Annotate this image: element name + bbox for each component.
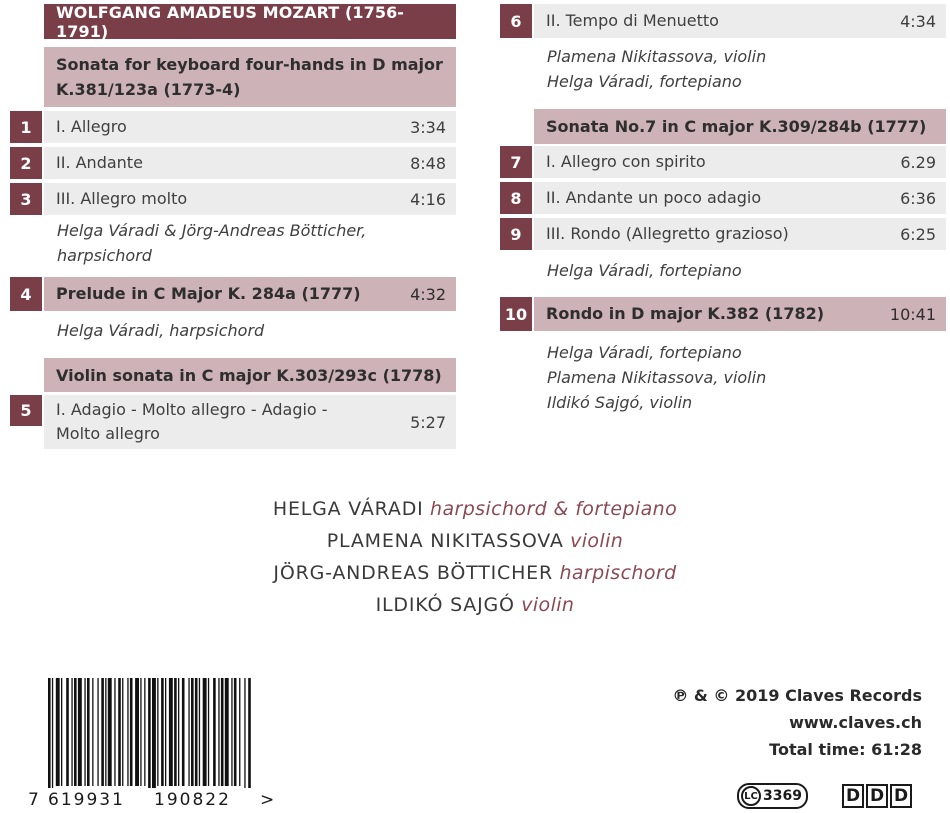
barcode-bar: [108, 678, 112, 786]
track-number: 7: [500, 146, 532, 178]
ddd-letter: D: [866, 784, 888, 808]
track-duration: 5:27: [410, 412, 446, 432]
track-title: III. Rondo (Allegretto grazioso): [546, 224, 789, 243]
track-number: 1: [10, 111, 42, 143]
barcode-bar: [213, 678, 216, 786]
track-title: III. Allegro molto: [56, 189, 188, 208]
artist-role: harpsichord & fortepiano: [430, 498, 678, 520]
barcode-bar: [178, 678, 179, 786]
track-number: 2: [10, 147, 42, 179]
barcode-bar: [122, 678, 123, 786]
barcode-bars: [28, 678, 278, 788]
artist-name: ILDIKÓ SAJGÓ: [375, 594, 515, 616]
barcode-bar: [157, 678, 158, 786]
track-duration: 6:25: [900, 224, 936, 244]
composer-name: WOLFGANG AMADEUS MOZART (1756-1791): [56, 2, 405, 41]
track-row[interactable]: [534, 182, 946, 214]
barcode: [28, 678, 278, 808]
work-title-violin-sonata: [44, 358, 456, 392]
barcode-bar: [169, 678, 173, 786]
barcode-bar: [244, 678, 245, 788]
track-title: II. Tempo di Menuetto: [546, 11, 719, 30]
artist-name: JÖRG-ANDREAS BÖTTICHER: [273, 562, 553, 584]
ddd-letter: D: [842, 784, 864, 808]
track-row[interactable]: [534, 146, 946, 178]
ddd-badge: [842, 784, 912, 808]
copyright: ℗ & © 2019 Claves Records: [672, 686, 922, 705]
track-title: II. Andante: [56, 153, 143, 172]
artist-name: HELGA VÁRADI: [272, 498, 424, 520]
track-number: 9: [500, 218, 532, 250]
barcode-bar: [48, 678, 51, 788]
barcode-bar: [191, 678, 194, 786]
credit-line: [0, 530, 950, 552]
barcode-bar: [118, 678, 121, 786]
performers-note: Plamena Nikitassova, violin Helga Váradi, fortepiano: [547, 47, 767, 91]
track-duration: 4:34: [900, 11, 936, 31]
barcode-bar: [52, 678, 53, 788]
barcode-bar: [56, 678, 60, 786]
track-title: II. Andante un poco adagio: [546, 188, 762, 207]
track-duration: 4:32: [410, 284, 446, 304]
track-title: I. Allegro: [56, 117, 127, 136]
barcode-bar: [188, 678, 189, 786]
work-title-sonata-four-hands: [44, 47, 456, 107]
performers-note: Helga Váradi & Jörg-Andreas Bötticher, harpsichord: [57, 221, 367, 265]
track-row[interactable]: [44, 147, 456, 179]
work-title-sonata-no7: [534, 109, 946, 144]
barcode-bar: [135, 678, 139, 786]
track-row-prelude[interactable]: [44, 277, 456, 311]
barcode-bar: [97, 678, 98, 786]
lc-circle-icon: LC: [741, 786, 761, 806]
composer-header: [44, 4, 456, 39]
track-row[interactable]: [44, 111, 456, 143]
barcode-bar: [248, 678, 251, 788]
track-number: 3: [10, 183, 42, 215]
credit-line: [0, 562, 950, 584]
barcode-bar: [218, 678, 219, 786]
barcode-end-mark: >: [260, 790, 277, 810]
barcode-bar: [101, 678, 104, 786]
barcode-bar: [161, 678, 164, 786]
website-link[interactable]: www.claves.ch: [789, 713, 922, 732]
barcode-bar: [234, 678, 237, 786]
credit-line: [0, 594, 950, 616]
performers-note: Helga Váradi, harpsichord: [57, 321, 265, 340]
artist-role: violin: [570, 530, 624, 552]
barcode-bar: [66, 678, 69, 786]
performers-note: Helga Váradi, fortepiano Plamena Nikitassova, violin Ildikó Sajgó, violin: [547, 343, 767, 412]
barcode-bar: [74, 678, 77, 786]
barcode-bar: [71, 678, 72, 786]
barcode-bar: [148, 678, 151, 788]
barcode-bar: [182, 678, 185, 786]
barcode-bar: [199, 678, 200, 786]
track-duration: 8:48: [410, 153, 446, 173]
credit-line: [0, 498, 950, 520]
barcode-bar: [140, 678, 141, 786]
barcode-bar: [114, 678, 115, 786]
track-row[interactable]: [44, 395, 456, 449]
barcode-bar: [231, 678, 232, 786]
track-number: 8: [500, 182, 532, 214]
barcode-bar: [87, 678, 90, 786]
track-title: I. Adagio - Molto allegro - Adagio - Molto allegro: [56, 400, 328, 443]
barcode-bar: [152, 678, 156, 788]
barcode-bar: [195, 678, 198, 786]
legal-info: [600, 682, 922, 763]
barcode-bar: [105, 678, 106, 786]
barcode-bar: [203, 678, 207, 786]
performers-note: Helga Váradi, fortepiano: [547, 261, 742, 280]
track-row[interactable]: [534, 218, 946, 250]
barcode-bar: [221, 678, 224, 786]
barcode-bar: [165, 678, 166, 786]
artist-name: PLAMENA NIKITASSOVA: [326, 530, 564, 552]
barcode-bar: [225, 678, 229, 786]
track-title: Prelude in C Major K. 284a (1777): [56, 284, 361, 303]
barcode-bar: [92, 678, 93, 786]
work-title-text: Violin sonata in C major K.303/293c (1778): [56, 365, 442, 385]
label-code-badge: [737, 783, 808, 809]
barcode-bar: [127, 678, 128, 786]
barcode-bar: [84, 678, 85, 786]
barcode-bar: [78, 678, 82, 786]
track-row[interactable]: [44, 183, 456, 215]
barcode-bar: [144, 678, 145, 786]
barcode-bar: [239, 678, 240, 786]
artist-role: harpischord: [559, 562, 677, 584]
track-row-rondo[interactable]: [534, 297, 946, 331]
ddd-letter: D: [890, 784, 912, 808]
track-duration: 4:16: [410, 189, 446, 209]
total-time: Total time: 61:28: [769, 740, 922, 759]
track-title: I. Allegro con spirito: [546, 152, 706, 171]
track-title: Rondo in D major K.382 (1782): [546, 304, 825, 323]
track-row[interactable]: [534, 4, 946, 38]
barcode-bar: [174, 678, 177, 786]
barcode-first-digit: 7: [28, 790, 41, 810]
track-number: 4: [10, 277, 42, 311]
barcode-group-left: 619931: [48, 790, 125, 810]
track-duration: 6.29: [900, 152, 936, 172]
track-duration: 3:34: [410, 117, 446, 137]
barcode-bar: [208, 678, 209, 786]
work-title-text: Sonata for keyboard four-hands in D major K.381/123a (1773-4): [56, 55, 443, 99]
barcode-bar: [130, 678, 133, 786]
track-duration: 6:36: [900, 188, 936, 208]
work-title-text: Sonata No.7 in C major K.309/284b (1777): [546, 117, 927, 136]
track-number: 6: [500, 4, 532, 38]
barcode-bar: [61, 678, 62, 786]
barcode-group-right: 190822: [154, 790, 231, 810]
track-duration: 10:41: [889, 304, 936, 324]
track-number: 10: [500, 297, 532, 331]
artist-role: violin: [521, 594, 575, 616]
track-number: 5: [10, 395, 42, 426]
lc-number: 3369: [763, 788, 802, 804]
